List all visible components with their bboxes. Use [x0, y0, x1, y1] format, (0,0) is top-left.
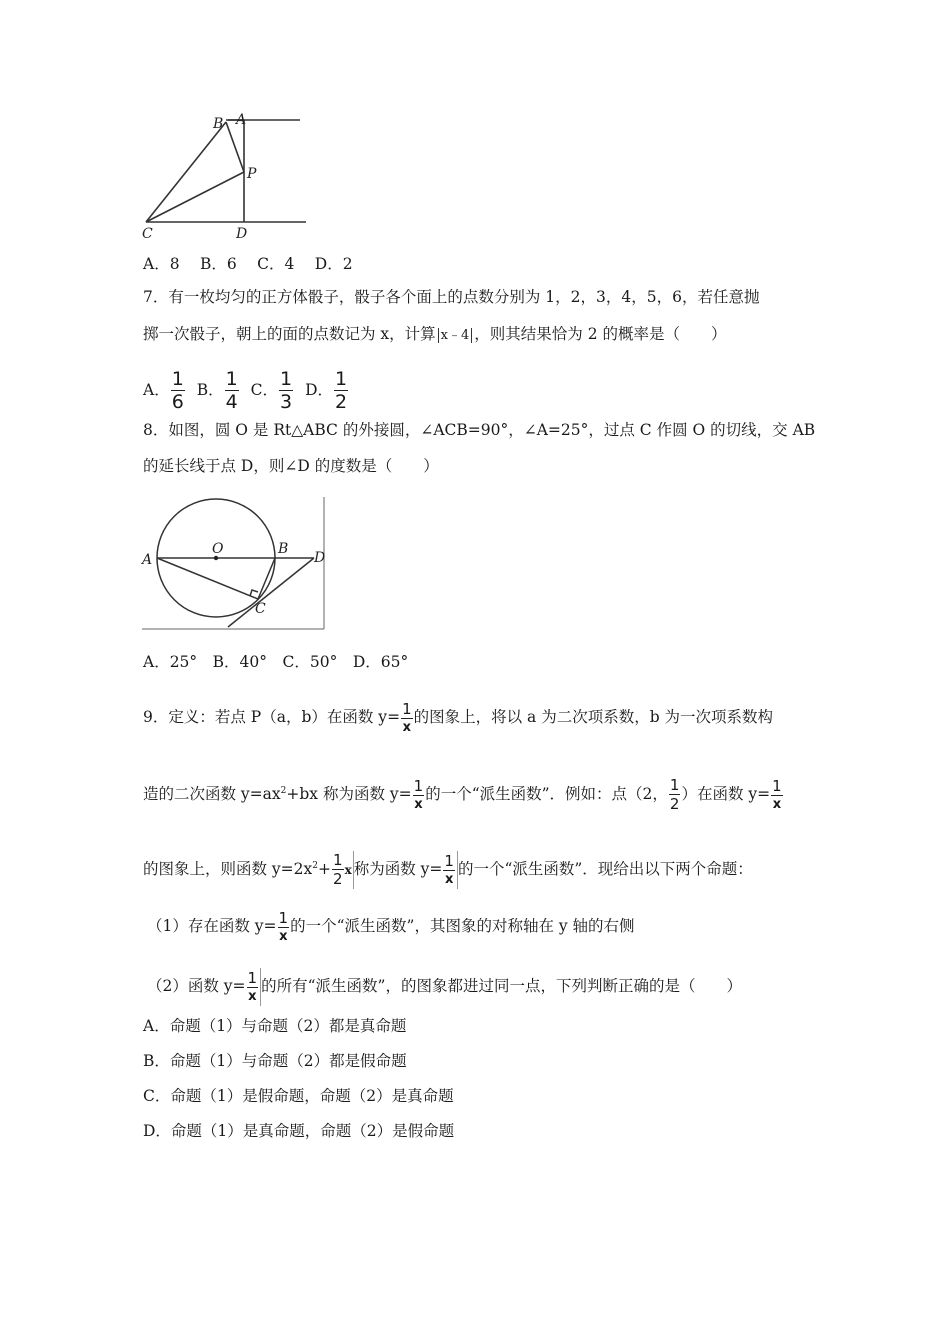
fraction-1-over-x: [771, 779, 783, 811]
fraction-1-over-x: [413, 779, 425, 811]
q9-l2-b: +bx 称为函数 y=: [286, 785, 412, 804]
q9-l1-a: 9．定义：若点 P（a，b）在函数 y=: [143, 708, 401, 726]
q7-option-b-fraction: [225, 370, 239, 412]
q7-options: [143, 370, 349, 412]
label-C: C: [142, 226, 153, 242]
q7-option-d-label: D．: [305, 381, 333, 399]
numerator: 1: [171, 368, 184, 390]
q9-l3-a: 的图象上，则函数 y=2x: [143, 860, 313, 879]
denominator: 2: [333, 870, 343, 889]
label-B: B: [213, 116, 224, 132]
q9-l1-b: 的图象上，将以 a 为二次项系数，b 为一次项系数构: [413, 708, 774, 726]
q9-l2-sup: 2: [280, 786, 287, 796]
label-B: B: [278, 541, 289, 557]
figure-trapezoid-diagram: [138, 110, 313, 245]
numerator: 1: [772, 777, 782, 796]
fraction-1-over-x: [401, 702, 413, 734]
denominator: x: [414, 797, 423, 813]
numerator: 1: [444, 852, 454, 871]
q9-p2-a: （2）函数 y=: [147, 977, 246, 995]
numerator: 1: [278, 909, 289, 927]
figure-circle-tangent-diagram: [138, 495, 330, 633]
q9-l2-d: ）在函数 y=: [681, 785, 771, 804]
denominator: x: [279, 929, 288, 944]
numerator: 1: [225, 368, 238, 390]
denominator: 3: [280, 391, 293, 413]
denominator: x: [772, 797, 782, 813]
fraction-1-over-x: [278, 911, 290, 943]
q9-l2-a: 造的二次函数 y=ax: [143, 785, 281, 804]
numerator: 1: [247, 969, 258, 987]
q9-p1-b: 的一个“派生函数”，其图象的对称轴在 y 轴的右侧: [290, 917, 635, 935]
denominator: 2: [335, 391, 348, 413]
denominator: 6: [171, 391, 184, 413]
numerator: 1: [280, 368, 293, 390]
label-P: P: [247, 166, 257, 182]
abs-value-expr: x﹣4: [438, 328, 473, 343]
denominator: 2: [669, 795, 680, 814]
q7-line2-a: 掷一次骰子，朝上的面的点数记为 x，计算: [143, 325, 436, 343]
numerator: 1: [333, 851, 343, 870]
fraction-1-over-x: [247, 971, 259, 1003]
q9-l2-c: 的一个“派生函数”．例如：点（2，: [425, 785, 668, 804]
denominator: x: [444, 872, 454, 888]
fraction-1-over-2: [332, 853, 344, 887]
q6-options: A．8 B．6 C．4 D．2: [143, 255, 353, 273]
denominator: x: [402, 720, 412, 735]
numerator: 1: [335, 368, 348, 390]
q9-l3-d: 的一个“派生函数”．现给出以下两个命题：: [457, 860, 753, 879]
q9-l3-c: 称为函数 y=: [353, 860, 443, 879]
q8-options: A．25° B．40° C．50° D．65°: [143, 653, 409, 671]
q9-option-a: A．命题（1）与命题（2）都是真命题: [143, 1017, 407, 1035]
q9-line2: [143, 771, 784, 814]
q9-line3: [143, 846, 753, 890]
q9-proposition-1: [147, 906, 635, 946]
q9-option-c: C．命题（1）是假命题，命题（2）是真命题: [143, 1087, 454, 1105]
q9-proposition-2: [147, 966, 742, 1006]
q8-line1: 8．如图，圆 O 是 Rt△ABC 的外接圆，∠ACB=90°，∠A=25°，过点 C 作圆 O 的切线，交 AB: [143, 421, 816, 439]
q7-line1: 7．有一枚均匀的正方体骰子，骰子各个面上的点数分别为 1，2，3，4，5，6，若任意抛: [143, 288, 760, 306]
q9-line1: [143, 697, 773, 737]
label-D: D: [236, 226, 248, 242]
numerator: 1: [413, 777, 424, 796]
q7-option-a-label: A．: [143, 381, 170, 399]
q7-option-b-label: B．: [196, 381, 224, 399]
denominator: 4: [225, 391, 238, 413]
q9-l3-b: +: [318, 860, 332, 879]
denominator: x: [248, 989, 257, 1004]
q7-option-c-fraction: [279, 370, 293, 412]
label-O: O: [212, 541, 224, 557]
fraction-1-over-x: [443, 854, 455, 886]
q8-line2: 的延长线于点 D，则∠D 的度数是（ ）: [143, 457, 439, 475]
q9-option-b: B．命题（1）与命题（2）都是假命题: [143, 1052, 407, 1070]
q9-p2-b: 的所有“派生函数”，的图象都进过同一点，下列判断正确的是（ ）: [261, 977, 742, 995]
q9-p1-a: （1）存在函数 y=: [147, 917, 277, 935]
label-C: C: [255, 601, 266, 617]
numerator: 1: [669, 776, 680, 795]
numerator: 1: [402, 700, 412, 718]
q7-option-c-label: C．: [250, 381, 279, 399]
q7-option-a-fraction: [171, 370, 185, 412]
label-A: A: [236, 112, 247, 128]
fraction-1-over-2: [669, 778, 681, 812]
q7-option-d-fraction: [334, 370, 348, 412]
q9-option-d: D．命题（1）是真命题，命题（2）是假命题: [143, 1122, 455, 1140]
label-D: D: [314, 550, 326, 566]
variable-x: x: [344, 863, 352, 878]
q7-line2: [143, 323, 727, 347]
q9-l3-sup: 2: [312, 861, 319, 871]
label-A: A: [142, 552, 153, 568]
q7-line2-b: ，则其结果恰为 2 的概率是（ ）: [474, 325, 727, 343]
